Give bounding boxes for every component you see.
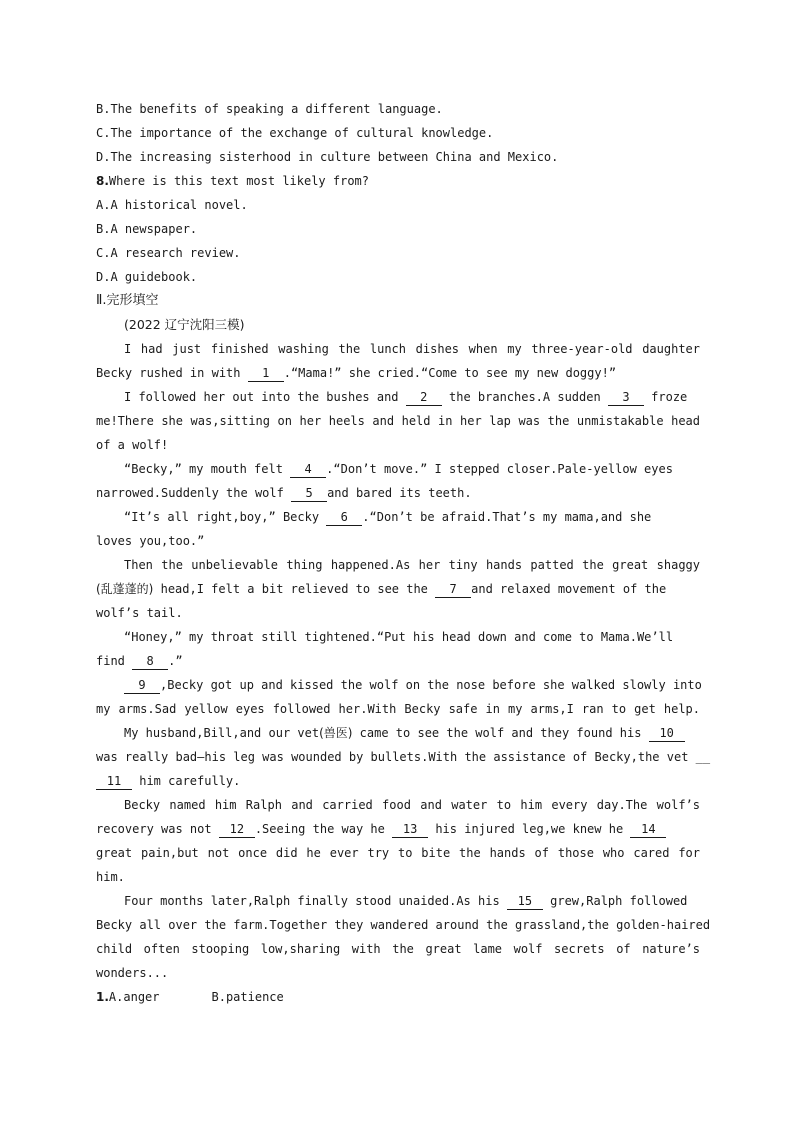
blank-8: 8 [132, 653, 168, 670]
q8-stem-text: Where is this text most likely from? [108, 174, 370, 188]
passage-text: ,Becky got up and kissed the wolf on the nose before she walked slowly into [160, 678, 702, 692]
blank-11: 11 [96, 773, 132, 790]
passage-text: .Seeing the way he [254, 822, 393, 836]
passage-line: was really bad—his leg was wounded by bullets.With the assistance of Becky,the vet __ [96, 750, 711, 764]
blank-5: 5 [291, 485, 327, 502]
passage-line [96, 771, 700, 791]
passage-text: came to see the wolf and they found his [352, 726, 649, 740]
blank-10: 10 [649, 725, 685, 742]
q1-options [96, 987, 700, 1007]
passage-line [96, 651, 700, 671]
passage-line [124, 891, 700, 911]
passage-line: “Honey,” my throat still tightened.“Put his head down and come to Mama.We’ll [124, 630, 674, 644]
passage-line [96, 483, 700, 503]
q8-stem [96, 171, 700, 191]
q8-option-d: D.A guidebook. [96, 270, 198, 284]
passage-text: his injured leg,we knew he [428, 822, 631, 836]
passage-text: “It’s all right,boy,” Becky [124, 510, 327, 524]
passage-text: find [96, 654, 133, 668]
blank-1: 1 [248, 365, 284, 382]
passage-line: wolf’s tail. [96, 606, 183, 620]
passage-line [124, 459, 700, 479]
blank-3: 3 [608, 389, 644, 406]
passage-line: Then the unbelievable thing happened.As her tiny hands patted the great shaggy [124, 558, 700, 572]
q8-option-b: B.A newspaper. [96, 222, 198, 236]
passage-text: My husband,Bill,and our vet [124, 726, 320, 740]
passage-text: head,I felt a bit relieved to see the [153, 582, 436, 596]
passage-text: Four months later,Ralph finally stood unaided.As his [124, 894, 507, 908]
source-note: (2022 辽宁沈阳三模) [124, 317, 245, 332]
passage-text: froze [643, 390, 688, 404]
passage-line: Becky named him Ralph and carried food and water to him every day.The wolf’s [124, 798, 700, 812]
passage-text: and relaxed movement of the [471, 582, 667, 596]
q1-option-b: B.patience [211, 990, 284, 1004]
passage-line: Becky all over the farm.Together they wandered around the grassland,the golden-haired [96, 918, 711, 932]
passage-text: him carefully. [132, 774, 241, 788]
passage-text: recovery was not [96, 822, 219, 836]
q1-option-a: A.anger [108, 990, 160, 1004]
passage-line: great pain,but not once did he ever try to bite the hands of those who cared for [96, 846, 700, 860]
q1-number: 1. [96, 990, 109, 1004]
blank-4: 4 [290, 461, 326, 478]
q7-option-b: B.The benefits of speaking a different language. [96, 102, 443, 116]
passage-text: and bared its teeth. [327, 486, 472, 500]
passage-line: me!There she was,sitting on her heels and held in her lap was the unmistakable head [96, 414, 700, 428]
q8-number: 8. [96, 174, 109, 188]
blank-14: 14 [630, 821, 666, 838]
q7-option-c: C.The importance of the exchange of cultural knowledge. [96, 126, 494, 140]
blank-2: 2 [406, 389, 442, 406]
passage-line: I had just finished washing the lunch dishes when my three-year-old daughter [124, 342, 700, 356]
passage-line [96, 363, 700, 383]
passage-line: him. [96, 870, 125, 884]
passage-line [96, 819, 700, 839]
passage-text: .“Don’t be afraid.That’s my mama,and she [362, 510, 652, 524]
passage-line [96, 579, 700, 599]
passage-line: wonders... [96, 966, 169, 980]
blank-13: 13 [392, 821, 428, 838]
blank-7: 7 [435, 581, 471, 598]
passage-line: of a wolf! [96, 438, 169, 452]
passage-line: child often stooping low,sharing with the great lame wolf secrets of nature’s [96, 942, 700, 956]
passage-text: Becky rushed in with [96, 366, 248, 380]
passage-text: .” [168, 654, 183, 668]
q8-option-a: A.A historical novel. [96, 198, 248, 212]
blank-15: 15 [507, 893, 543, 910]
passage-text: grew,Ralph followed [542, 894, 688, 908]
chinese-gloss: (兽医) [319, 726, 353, 740]
passage-line [124, 675, 700, 695]
blank-9: 9 [124, 677, 160, 694]
passage-line: loves you,too.” [96, 534, 205, 548]
q7-option-d: D.The increasing sisterhood in culture between China and Mexico. [96, 150, 559, 164]
q8-option-c: C.A research review. [96, 246, 241, 260]
section-title: Ⅱ.完形填空 [96, 293, 159, 308]
blank-12: 12 [219, 821, 255, 838]
passage-text: narrowed.Suddenly the wolf [96, 486, 292, 500]
blank-6: 6 [326, 509, 362, 526]
passage-text: .“Mama!” she cried.“Come to see my new doggy!” [283, 366, 617, 380]
passage-text: the branches.A sudden [441, 390, 608, 404]
passage-line: my arms.Sad yellow eyes followed her.With Becky safe in my arms,I ran to get help. [96, 702, 700, 716]
passage-text: I followed her out into the bushes and [124, 390, 406, 404]
passage-line [124, 387, 700, 407]
passage-line [124, 723, 700, 743]
passage-text: “Becky,” my mouth felt [124, 462, 291, 476]
passage-line [124, 507, 700, 527]
chinese-gloss: (乱蓬蓬的) [96, 582, 154, 596]
passage-text: .“Don’t move.” I stepped closer.Pale-yellow eyes [326, 462, 673, 476]
